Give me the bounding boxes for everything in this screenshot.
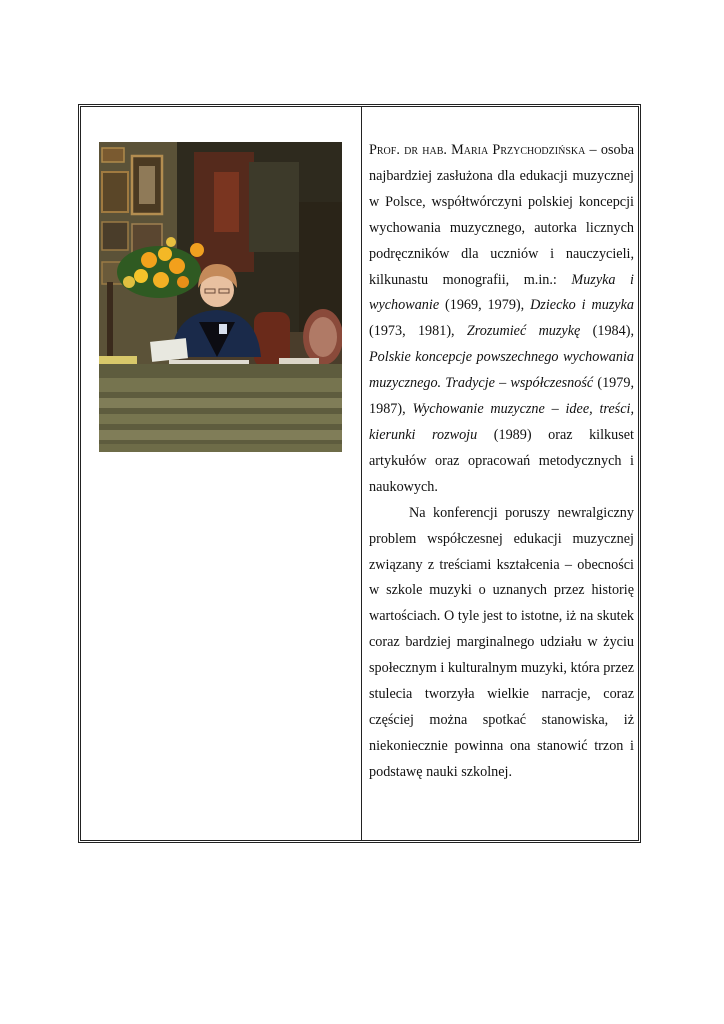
conference-paragraph: Na konferencji poruszy newralgiczny problem współczesnej edukacji muzycznej związany z treściami kształcenia – obecności w szkole muzyki o uznanych przez historię wartościach. O tyle jest to istotne, iż na skutek coraz bardziej marginalnego udziału w życiu społecznym i kulturalnym muzyki, która przez stulecia tworzyła wielkie narracje, coraz częściej można spotkać stanowiska, iż niekoniecznie powinna ona stanowić trzon i podstawę nauki szkolnej. — [369, 504, 634, 780]
bio-text-2: (1969, 1979), — [439, 297, 531, 314]
bio-text-4: (1984), — [580, 323, 634, 340]
bio-text-3: (1973, 1981), — [369, 323, 467, 340]
bio-text — [369, 138, 634, 786]
book-title-4: Polskie koncepcje powszechnego wychowania muzycznego. Tradycje – współczesność — [369, 349, 634, 392]
bio-text-1: osoba najbardziej zasłużona dla edukacji muzycznej w Polsce, współtwórczyni polskiej koncepcji wychowania muzycznego, autorka licznych podręczników dla uczniów i nauczycieli, kilkunastu monografii, m.in.: — [369, 142, 634, 288]
content-table — [78, 104, 641, 843]
bio-text-6: (1989) oraz kilkuset artykułów oraz opracowań metodycznych i naukowych. — [369, 426, 635, 495]
book-title-2: Dziecko i muzyka — [530, 297, 634, 314]
person-name: Maria Przychodzińska — [451, 142, 586, 158]
bio-paragraph — [369, 138, 634, 501]
academic-title: Prof. dr hab. — [369, 142, 447, 158]
column-divider — [361, 107, 362, 840]
bio-text-5: (1979, 1987), — [369, 375, 634, 418]
speaker-photo — [99, 142, 342, 452]
book-title-3: Zrozumieć muzykę — [466, 323, 581, 340]
book-title-1: Muzyka i wychowanie — [369, 271, 634, 314]
book-title-5: Wychowanie muzyczne – idee, treści, kierunki rozwoju — [369, 401, 634, 443]
dash: – — [585, 142, 601, 158]
